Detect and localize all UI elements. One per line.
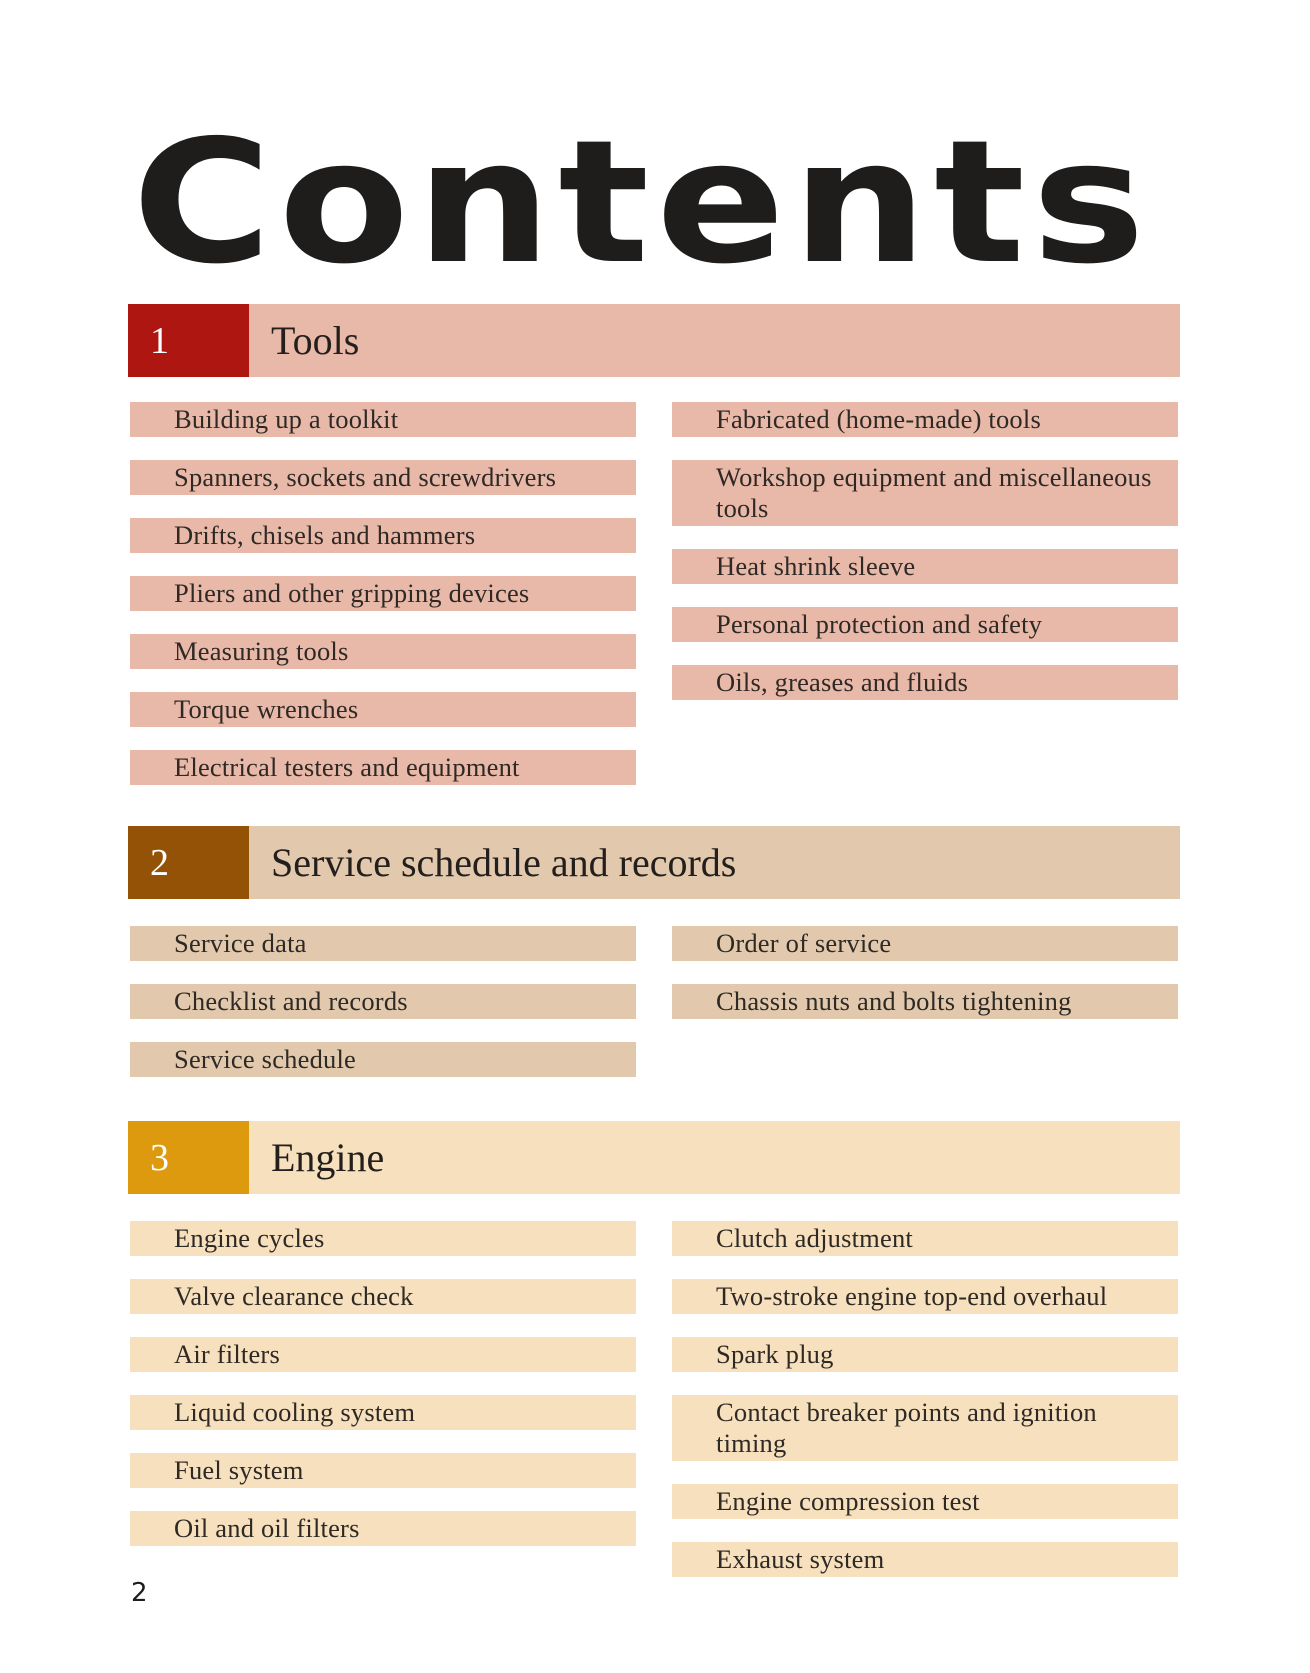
- toc-entry[interactable]: Oils, greases and fluids: [672, 665, 1178, 700]
- toc-entry[interactable]: Workshop equipment and miscellaneous tools: [672, 460, 1178, 526]
- toc-entry[interactable]: Two-stroke engine top-end overhaul: [672, 1279, 1178, 1314]
- section-number: 1: [128, 304, 249, 377]
- toc-entry[interactable]: Spark plug: [672, 1337, 1178, 1372]
- section-title: Engine: [271, 1135, 385, 1180]
- toc-entry[interactable]: Air filters: [130, 1337, 636, 1372]
- section-tools-left-list: [130, 402, 636, 808]
- section-header-tools[interactable]: [128, 304, 1180, 377]
- toc-entry[interactable]: Order of service: [672, 926, 1178, 961]
- toc-entry[interactable]: Valve clearance check: [130, 1279, 636, 1314]
- toc-entry[interactable]: Contact breaker points and ignition timing: [672, 1395, 1178, 1461]
- page-title: Contents: [132, 104, 1152, 302]
- toc-entry[interactable]: Service data: [130, 926, 636, 961]
- toc-entry[interactable]: Electrical testers and equipment: [130, 750, 636, 785]
- section-title: Service schedule and records: [271, 840, 737, 885]
- toc-entry[interactable]: Spanners, sockets and screwdrivers: [130, 460, 636, 495]
- section-header-service[interactable]: [128, 826, 1180, 899]
- toc-entry[interactable]: Service schedule: [130, 1042, 636, 1077]
- toc-entry[interactable]: Engine cycles: [130, 1221, 636, 1256]
- toc-entry[interactable]: Fabricated (home-made) tools: [672, 402, 1178, 437]
- toc-entry[interactable]: Oil and oil filters: [130, 1511, 636, 1546]
- section-service-right-list: [672, 926, 1178, 1042]
- toc-entry[interactable]: Checklist and records: [130, 984, 636, 1019]
- section-engine-right-list: [672, 1221, 1178, 1600]
- section-service-left-list: [130, 926, 636, 1100]
- toc-entry[interactable]: Clutch adjustment: [672, 1221, 1178, 1256]
- toc-entry[interactable]: Engine compression test: [672, 1484, 1178, 1519]
- section-title: Tools: [271, 318, 360, 363]
- section-engine-left-list: [130, 1221, 636, 1569]
- toc-entry[interactable]: Liquid cooling system: [130, 1395, 636, 1430]
- toc-entry[interactable]: Measuring tools: [130, 634, 636, 669]
- section-number: 3: [128, 1121, 249, 1194]
- toc-entry[interactable]: Building up a toolkit: [130, 402, 636, 437]
- toc-entry[interactable]: Heat shrink sleeve: [672, 549, 1178, 584]
- page-number: 2: [131, 1578, 148, 1608]
- toc-entry[interactable]: Exhaust system: [672, 1542, 1178, 1577]
- section-number: 2: [128, 826, 249, 899]
- toc-entry[interactable]: Chassis nuts and bolts tightening: [672, 984, 1178, 1019]
- toc-entry[interactable]: Drifts, chisels and hammers: [130, 518, 636, 553]
- section-tools-right-list: [672, 402, 1178, 723]
- toc-entry[interactable]: Personal protection and safety: [672, 607, 1178, 642]
- toc-entry[interactable]: Fuel system: [130, 1453, 636, 1488]
- toc-entry[interactable]: Pliers and other gripping devices: [130, 576, 636, 611]
- section-header-engine[interactable]: [128, 1121, 1180, 1194]
- toc-entry[interactable]: Torque wrenches: [130, 692, 636, 727]
